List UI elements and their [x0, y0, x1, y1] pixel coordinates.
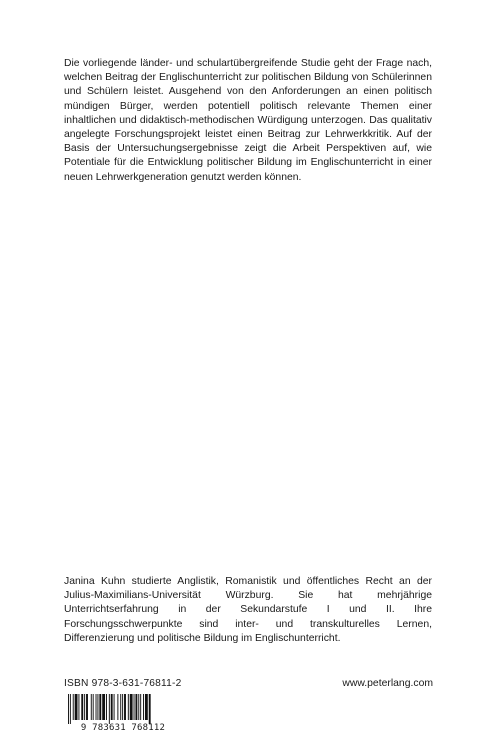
abstract-paragraph: Die vorliegende länder- und schulartübergreifende Studie geht der Frage nach, welchen Beitrag der Englischunterricht zur politischen Bildung von Schülerinnen und Schülern leistet. Ausgehend von den Anforderungen an einen politisch mündigen Bürger, werden potentiell politisch relevante Themen einer inhaltlichen und didaktisch-methodischen Würdigung unterzogen. Das qualitativ angelegte Forschungsprojekt leistet einen Beitrag zur Lehrwerkkritik. Auf der Basis der Untersuchungsergebnisse zeigt die Arbeit Perspektiven auf, wie Potentiale für die Entwicklung politischer Bildung im Englischunterricht in einer neuen Lehrwerkgeneration genutzt werden können.: [64, 58, 432, 183]
isbn-barcode-block: [64, 678, 182, 732]
author-bio-block: [64, 575, 432, 646]
publisher-url: www.peterlang.com: [342, 678, 433, 689]
barcode-digits: 9 783631 768112: [80, 723, 166, 733]
author-bio-paragraph: Janina Kuhn studierte Anglistik, Romanistik und öffentliches Recht an der Julius-Maximilians-Universität Würzburg. Sie hat mehrjährige Unterrichtserfahrung in der Sekundarstufe I und II. Ihre Forschungsschwerpunkte sind inter- und transkulturelles Lernen, Differenzierung und politische Bildung im Englischunterricht.: [64, 576, 432, 644]
barcode: [64, 694, 182, 732]
isbn-label: ISBN 978-3-631-76811-2: [64, 678, 182, 689]
abstract-text-block: [64, 57, 432, 185]
barcode-bars: [64, 694, 182, 724]
